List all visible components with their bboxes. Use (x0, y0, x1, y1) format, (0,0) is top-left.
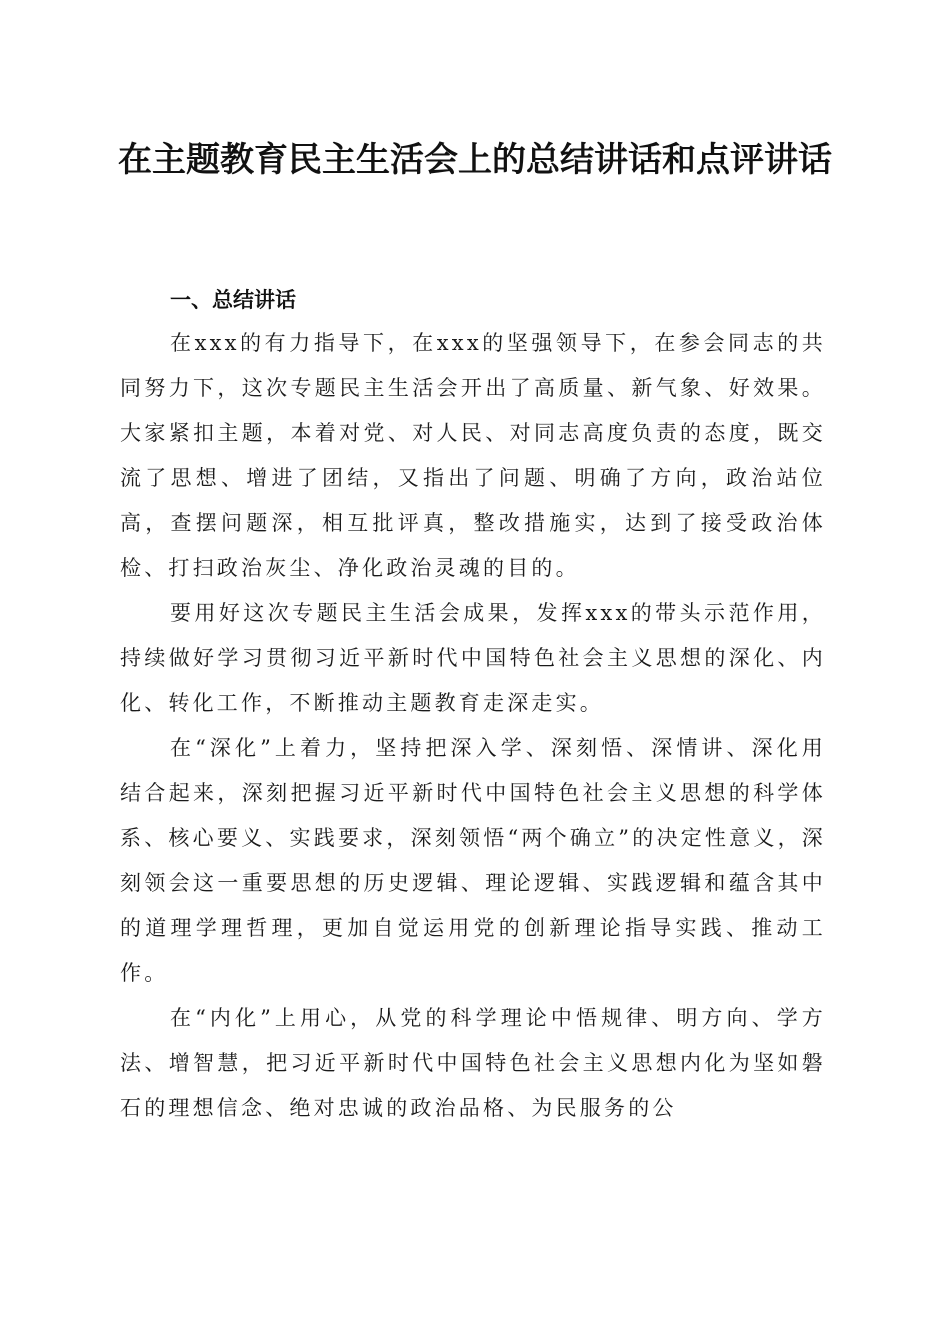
section-heading: 一、总结讲话 (170, 288, 296, 312)
document-title: 在主题教育民主生活会上的总结讲话和点评讲话 (118, 140, 832, 180)
document-body (120, 280, 826, 1131)
paragraph-2: 要用好这次专题民主生活会成果，发挥xxx的带头示范作用，持续做好学习贯彻习近平新时代中国特色社会主义思想的深化、内化、转化工作，不断推动主题教育走深走实。 (120, 601, 826, 715)
paragraph-4: 在“内化”上用心，从党的科学理论中悟规律、明方向、学方法、增智慧，把习近平新时代中国特色社会主义思想内化为坚如磐石的理想信念、绝对忠诚的政治品格、为民服务的公 (120, 1006, 826, 1120)
paragraph-3: 在“深化”上着力，坚持把深入学、深刻悟、深情讲、深化用结合起来，深刻把握习近平新时代中国特色社会主义思想的科学体系、核心要义、实践要求，深刻领悟“两个确立”的决定性意义，深刻领会这一重要思想的历史逻辑、理论逻辑、实践逻辑和蕴含其中的道理学理哲理，更加自觉运用党的创新理论指导实践、推动工作。 (120, 736, 826, 985)
paragraph-1: 在xxx的有力指导下，在xxx的坚强领导下，在参会同志的共同努力下，这次专题民主生活会开出了高质量、新气象、好效果。大家紧扣主题，本着对党、对人民、对同志高度负责的态度，既交流了思想、增进了团结，又指出了问题、明确了方向，政治站位高，查摆问题深，相互批评真，整改措施实，达到了接受政治体检、打扫政治灰尘、净化政治灵魂的目的。 (120, 331, 826, 580)
